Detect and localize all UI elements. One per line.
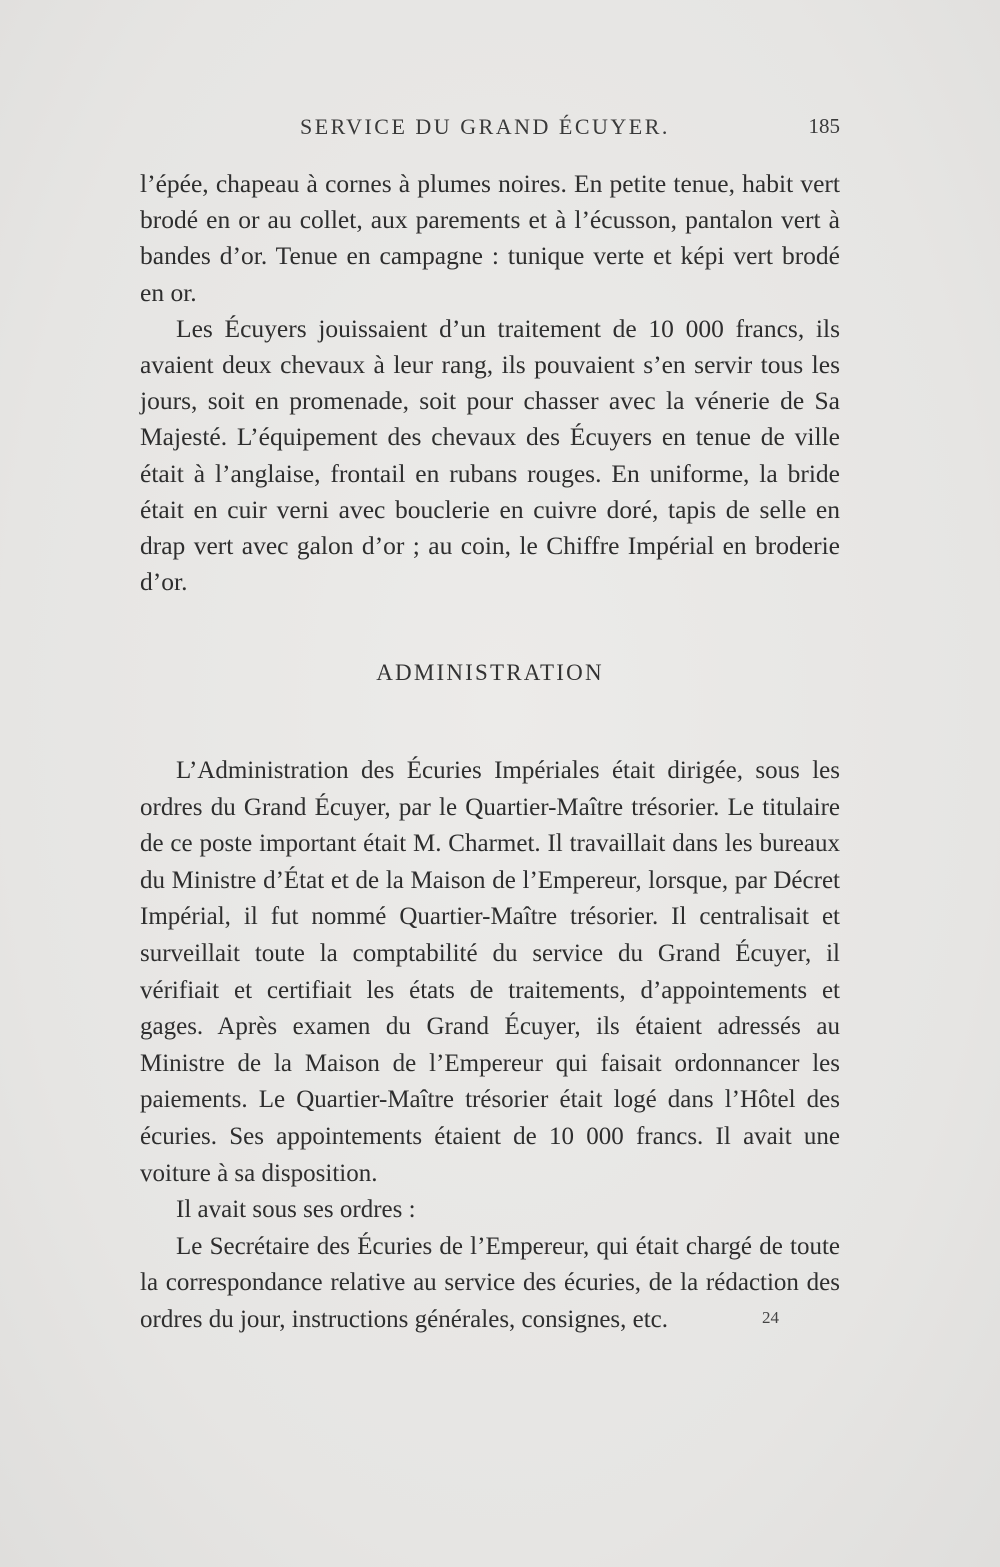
paragraph-administration: L’Administration des Écuries Impériales était dirigée, sous les ordres du Grand Écuyer, par le Quartier-Maître trésorier. Le titulaire de ce poste important était M. Charmet. Il travaillait dans les bureaux du Ministre d’État et de la Maison de l’Empereur, lorsque, par Décret Impérial, il fut nommé Quartier-Maître trésorier. Il centralisait et surveillait toute la comptabilité du service du Grand Écuyer, il vérifiait et certifiait les états de traitements, d’appointements et gages. Après examen du Grand Écuyer, ils étaient adressés au Ministre de la Maison de l’Empereur qui faisait ordonnancer les paiements. Le Quartier-Maître trésorier était logé dans l’Hôtel des écuries. Ses appointements étaient de 10 000 francs. Il avait une voiture à sa disposition. (140, 757, 840, 1187)
paragraph-continuation: l’épée, chapeau à cornes à plumes noires. En petite tenue, habit vert brodé en or au collet, aux parements et à l’écusson, pantalon vert à bandes d’or. Tenue en campagne : tunique verte et képi vert brodé en or. (140, 169, 840, 307)
paragraph-sous-ordres: Il avait sous ses ordres : (176, 1196, 416, 1224)
running-title: SERVICE DU GRAND ÉCUYER. (300, 114, 670, 139)
section-heading: ADMINISTRATION (376, 660, 604, 685)
page-number: 185 (808, 114, 840, 138)
paragraph-secretaire: Le Secrétaire des Écuries de l’Empereur, qui était chargé de toute la correspondance relative au service des écuries, de la rédaction des ordres du jour, instructions générales, consignes, etc. (140, 1232, 840, 1333)
body-text-top (140, 166, 840, 600)
signature-mark: 24 (762, 1308, 779, 1327)
body-text-administration (140, 753, 840, 1339)
paragraph-ecuyers: Les Écuyers jouissaient d’un traitement de 10 000 francs, ils avaient deux chevaux à leur rang, ils pouvaient s’en servir tous les jours, soit en promenade, soit pour chasser avec la vénerie de Sa Majesté. L’équipement des chevaux des Écuyers en tenue de ville était à l’anglaise, frontail en rubans rouges. En uniforme, la bride était en cuir verni avec bouclerie en cuivre doré, tapis de selle en drap vert avec galon d’or ; au coin, le Chiffre Impérial en broderie d’or. (140, 313, 840, 597)
running-head (140, 114, 840, 144)
